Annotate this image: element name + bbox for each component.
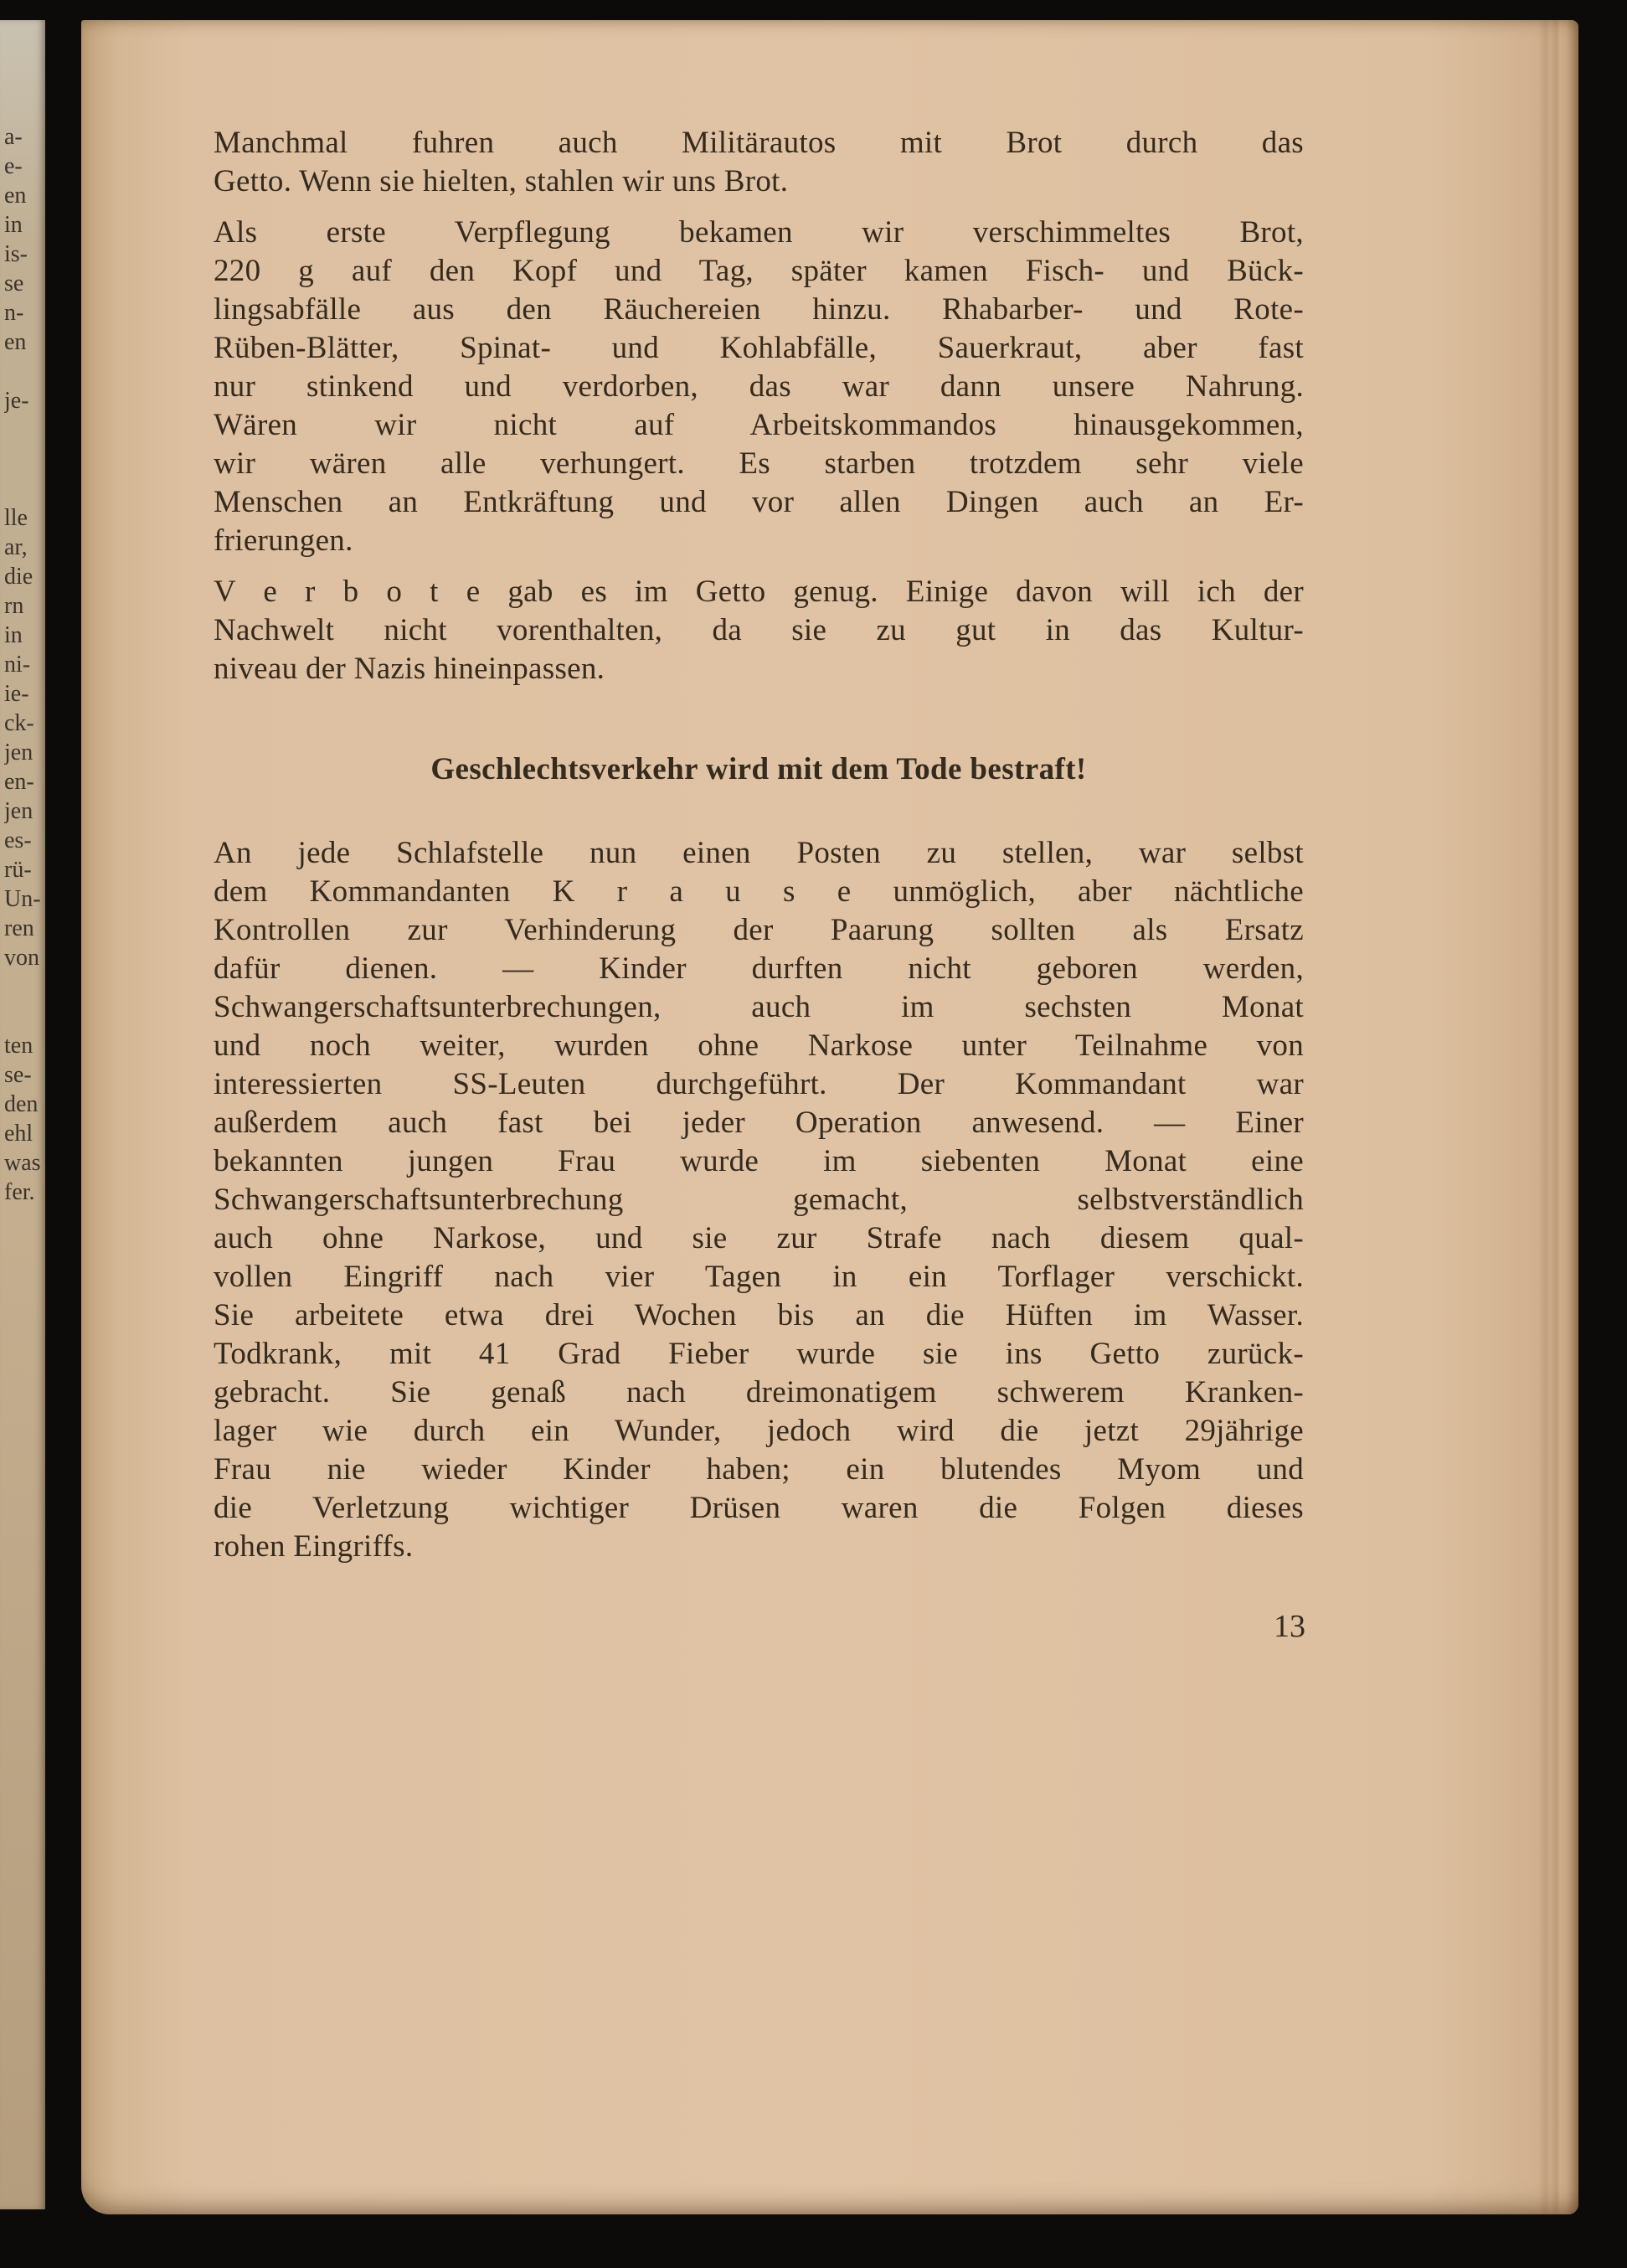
margin-fragment: se (4, 271, 24, 296)
paragraph (214, 573, 1304, 688)
text-line: Manchmal fuhren auch Militärautos mit Brot durch das (214, 126, 1304, 160)
page-edge-marks (1538, 20, 1560, 2214)
text-line: die Verletzung wichtiger Drüsen waren die Folgen dieses (214, 1491, 1304, 1525)
text-line: auch ohne Narkose, und sie zur Strafe nach diesem qual- (214, 1221, 1304, 1255)
margin-fragment: die (4, 564, 33, 590)
margin-fragments (4, 122, 45, 1207)
text-line: dafür dienen. — Kinder durften nicht geboren werden, (214, 951, 1304, 986)
text-line: Getto. Wenn sie hielten, stahlen wir uns Brot. (214, 164, 789, 198)
margin-fragment: in (4, 622, 23, 648)
paragraph (214, 214, 1304, 560)
text-line: Schwangerschaftsunterbrechung gemacht, selbstverständlich (214, 1183, 1304, 1217)
text-line: frierungen. (214, 523, 353, 558)
margin-fragment: en (4, 183, 27, 209)
margin-fragment: von (4, 945, 39, 971)
margin-fragment: rn (4, 593, 24, 619)
margin-fragment: en (4, 329, 27, 355)
text-line: dem Kommandanten K r a u s e unmöglich, aber nächtliche (214, 874, 1304, 909)
section-heading: Geschlechtsverkehr wird mit dem Tode bestraft! (430, 752, 1087, 786)
text-line: niveau der Nazis hineinpassen. (214, 652, 605, 686)
margin-fragment: ten (4, 1033, 33, 1059)
margin-fragment: se- (4, 1062, 32, 1088)
text-line: 220 g auf den Kopf und Tag, später kamen Fisch- und Bück- (214, 254, 1304, 288)
text-line: nur stinkend und verdorben, das war dann unsere Nahrung. (214, 369, 1304, 404)
margin-fragment: is- (4, 241, 28, 267)
margin-fragment: es- (4, 827, 32, 853)
margin-fragment: Un- (4, 886, 41, 912)
margin-fragment: ar, (4, 534, 28, 560)
text-line: interessierten SS-Leuten durchgeführt. Der Kommandant war (214, 1067, 1304, 1101)
text-line: V e r b o t e gab es im Getto genug. Einige davon will ich der (214, 575, 1304, 609)
margin-fragment: ren (4, 915, 34, 941)
margin-fragment: a- (4, 124, 23, 150)
margin-fragment: jen (4, 740, 33, 765)
margin-fragment-gap (4, 415, 45, 445)
margin-fragment: lle (4, 505, 28, 531)
paragraph (214, 834, 1304, 1566)
text-line: bekannten jungen Frau wurde im siebenten Monat eine (214, 1144, 1304, 1178)
text-line: vollen Eingriff nach vier Tagen in ein Torflager verschickt. (214, 1260, 1304, 1294)
adjacent-page-edge (0, 20, 45, 2209)
text-line: gebracht. Sie genaß nach dreimonatigem schwerem Kranken- (214, 1375, 1304, 1410)
text-line: Frau nie wieder Kinder haben; ein blutendes Myom und (214, 1452, 1304, 1487)
text-block (214, 124, 1304, 1579)
margin-fragment-gap (4, 474, 45, 503)
text-line: Menschen an Entkräftung und vor allen Dingen auch an Er- (214, 485, 1304, 519)
margin-fragment: in (4, 212, 23, 238)
margin-fragment: ni- (4, 652, 31, 678)
margin-fragment: en- (4, 769, 34, 795)
text-line: rohen Eingriffs. (214, 1529, 414, 1564)
margin-fragment: je- (4, 388, 29, 414)
margin-fragment: ie- (4, 681, 29, 707)
margin-fragment-gap (4, 357, 45, 386)
page-number: 13 (1274, 1609, 1305, 1644)
margin-fragment: n- (4, 300, 24, 326)
text-line: lager wie durch ein Wunder, jedoch wird die jetzt 29jährige (214, 1414, 1304, 1448)
text-line: Sie arbeitete etwa drei Wochen bis an die Hüften im Wasser. (214, 1298, 1304, 1332)
margin-fragment: e- (4, 153, 23, 179)
text-line: Schwangerschaftsunterbrechungen, auch im sechsten Monat (214, 990, 1304, 1024)
text-line: Kontrollen zur Verhinderung der Paarung sollten als Ersatz (214, 913, 1304, 947)
text-line: Todkrank, mit 41 Grad Fieber wurde sie ins Getto zurück- (214, 1337, 1304, 1371)
text-line: Nachwelt nicht vorenthalten, da sie zu gut in das Kultur- (214, 613, 1304, 647)
margin-fragment-gap (4, 972, 45, 1002)
margin-fragment: ehl (4, 1121, 33, 1147)
text-line: wir wären alle verhungert. Es starben trotzdem sehr viele (214, 446, 1304, 481)
text-line: und noch weiter, wurden ohne Narkose unter Teilnahme von (214, 1028, 1304, 1063)
margin-fragment: ck- (4, 710, 34, 736)
text-line: Wären wir nicht auf Arbeitskommandos hinausgekommen, (214, 408, 1304, 442)
margin-fragment: jen (4, 798, 33, 824)
text-line: lingsabfälle aus den Räuchereien hinzu. Rhabarber- und Rote- (214, 292, 1304, 327)
text-line: An jede Schlafstelle nun einen Posten zu stellen, war selbst (214, 836, 1304, 870)
text-line: außerdem auch fast bei jeder Operation anwesend. — Einer (214, 1106, 1304, 1140)
margin-fragment-gap (4, 1002, 45, 1031)
margin-fragment: fer. (4, 1179, 35, 1205)
margin-fragment-gap (4, 445, 45, 474)
book-page (81, 20, 1578, 2214)
text-line: Rüben-Blätter, Spinat- und Kohlabfälle, Sauerkraut, aber fast (214, 331, 1304, 365)
paragraph (214, 124, 1304, 201)
text-line: Als erste Verpflegung bekamen wir verschimmeltes Brot, (214, 215, 1304, 250)
margin-fragment: den (4, 1091, 39, 1117)
margin-fragment: was (4, 1150, 41, 1176)
margin-fragment: rü- (4, 857, 32, 883)
